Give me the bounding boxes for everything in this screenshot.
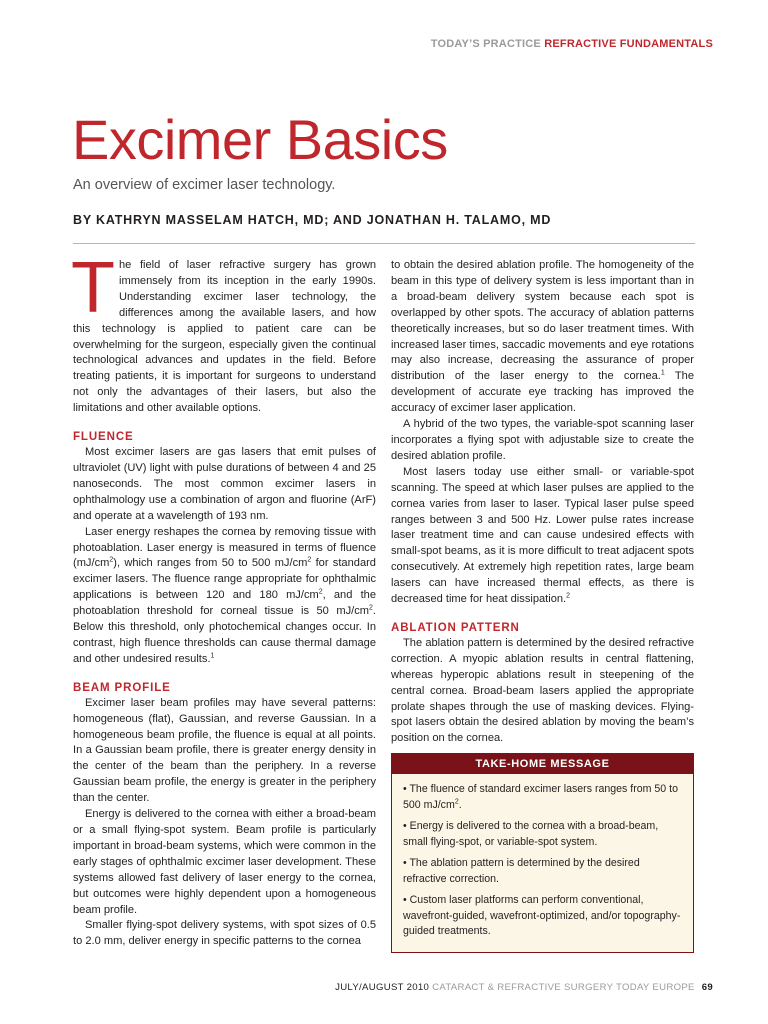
divider-rule: [73, 243, 695, 244]
beam-paragraph-2: Energy is delivered to the cornea with either a broad-beam or a small flying-spot system. Beam profile is particularly important in broad-beam systems, which were common in the early stages of ophthalmic excimer laser development. These systems allowed fast delivery of laser energy to the cornea, but outcomes were highly dependent upon a homogeneous beam profile.: [73, 808, 376, 916]
issue-date: JULY/AUGUST 2010: [335, 982, 430, 993]
take-home-title: TAKE-HOME MESSAGE: [392, 754, 693, 774]
pulse-speed-paragraph: Most lasers today use either small- or variable-spot scanning. The speed at which laser pulses are applied to the cornea varies from laser to laser. Typical laser pulse speed ranges between 3 and 500 Hz. Lower pulse rates increase laser treatment time and can cause undesired effects with small-spot beams, as it is more difficult to treat adjacent spots consecutively. At extremely high repetition rates, large beam lasers can have increased thermal effects, as there is decreased time for heat dissipation.$^2$: [391, 465, 694, 606]
heading-ablation-pattern: ABLATION PATTERN: [391, 621, 520, 634]
hybrid-paragraph: A hybrid of the two types, the variable-spot scanning laser incorporates a flying spot with adjustable size to create the desired ablation profile.: [391, 418, 694, 462]
flying-spot-paragraph: to obtain the desired ablation profile. The homogeneity of the beam in this type of delivery system is less important than in a broad-beam delivery system because each spot is overlapped by other spots. The accuracy of ablation patterns theoretically increases, but so do laser treatment times. With increased laser times, saccadic movements and eye rotations may also increase, decreasing the assurance of proper distribution of the laser energy to the cornea.$^1$ The development of accurate eye tracking has improved the accuracy of excimer laser application.: [391, 259, 695, 415]
running-header: [431, 38, 713, 50]
beam-paragraph-1: Excimer laser beam profiles may have several patterns: homogeneous (flat), Gaussian, and reverse Gaussian. In a homogeneous beam profile, the fluence is equal at all points. In a Gaussian beam profile, there is greater energy density in the center of the beam than the periphery. In a reverse Gaussian beam profile, the energy is greater in the periphery than the center.: [73, 696, 376, 805]
right-column: [391, 258, 694, 747]
subsection-label: REFRACTIVE FUNDAMENTALS: [544, 38, 713, 50]
fluence-paragraph-2: Laser energy reshapes the cornea by removing tissue with photoablation. Laser energy is measured in terms of fluence $(mJ/cm^2)$, which ranges from 50 to 500 $mJ/cm^2$ for standard excimer lasers. The fluence range appropriate for ophthalmic applications is between 120 and 180 $mJ/cm^2$, and the photoablation threshold for corneal tissue is 50 $mJ/cm^2$. Below this threshold, only photochemical changes occur. In contrast, high fluence thresholds can cause thermal damage and other undesired results.$^1$: [73, 525, 376, 665]
left-column: [71, 248, 376, 950]
take-home-box: [391, 753, 694, 953]
byline: BY KATHRYN MASSELAM HATCH, MD; AND JONATHAN H. TALAMO, MD: [73, 213, 552, 227]
heading-fluence: FLUENCE: [73, 431, 134, 444]
heading-beam-profile: BEAM PROFILE: [73, 681, 171, 694]
drop-cap: T: [71, 248, 115, 328]
fluence-paragraph-1: Most excimer lasers are gas lasers that emit pulses of ultraviolet (UV) light with pulse durations of between 4 and 25 nanoseconds. The most common excimer lasers in ophthalmology use a combination of argon and fluorine (ArF) and operate at a wavelength of 193 nm.: [73, 446, 376, 522]
take-home-list: [392, 774, 693, 940]
section-label: TODAY’S PRACTICE: [430, 38, 541, 50]
take-home-item: • Custom laser platforms can perform conventional, wavefront-guided, wavefront-optimized, and/or topography-guided treatments.: [403, 894, 681, 937]
intro-paragraph: The field of laser refractive surgery has grown immensely from its inception in the early 1990s. Understanding excimer laser technology, the differences among the available lasers, and how this technology is applied to patient care can be overwhelming for the surgeon, especially given the continual technological advances and updates in the field. Before treating patients, it is important for surgeons to understand not only the advantages of their lasers, but also the limitations and other available options.: [71, 248, 376, 415]
page-footer: [335, 982, 713, 993]
take-home-item: • The fluence of standard excimer lasers ranges from 50 to 500 $mJ/cm^2$.: [403, 783, 678, 811]
article-title: Excimer Basics: [72, 108, 448, 171]
page-number: 69: [701, 982, 713, 993]
take-home-item: • Energy is delivered to the cornea with a broad-beam, small flying-spot, or variable-spot system.: [403, 820, 659, 848]
ablation-paragraph: The ablation pattern is determined by the desired refractive correction. A myopic ablation results in central flattening, whereas hyperopic ablations result in steepening of the central cornea. Broad-beam lasers applied the appropriate prolate shapes through the use of masking devices. Flying-spot lasers obtain the desired ablation by moving the beam’s position on the cornea.: [391, 636, 694, 745]
take-home-item: • The ablation pattern is determined by the desired refractive correction.: [403, 857, 640, 885]
publication-name: CATARACT & REFRACTIVE SURGERY TODAY EUROPE: [432, 982, 695, 993]
beam-paragraph-3: Smaller flying-spot delivery systems, with spot sizes of 0.5 to 2.0 mm, deliver energy in specific patterns to the cornea: [73, 919, 376, 948]
article-subtitle: An overview of excimer laser technology.: [73, 177, 336, 193]
